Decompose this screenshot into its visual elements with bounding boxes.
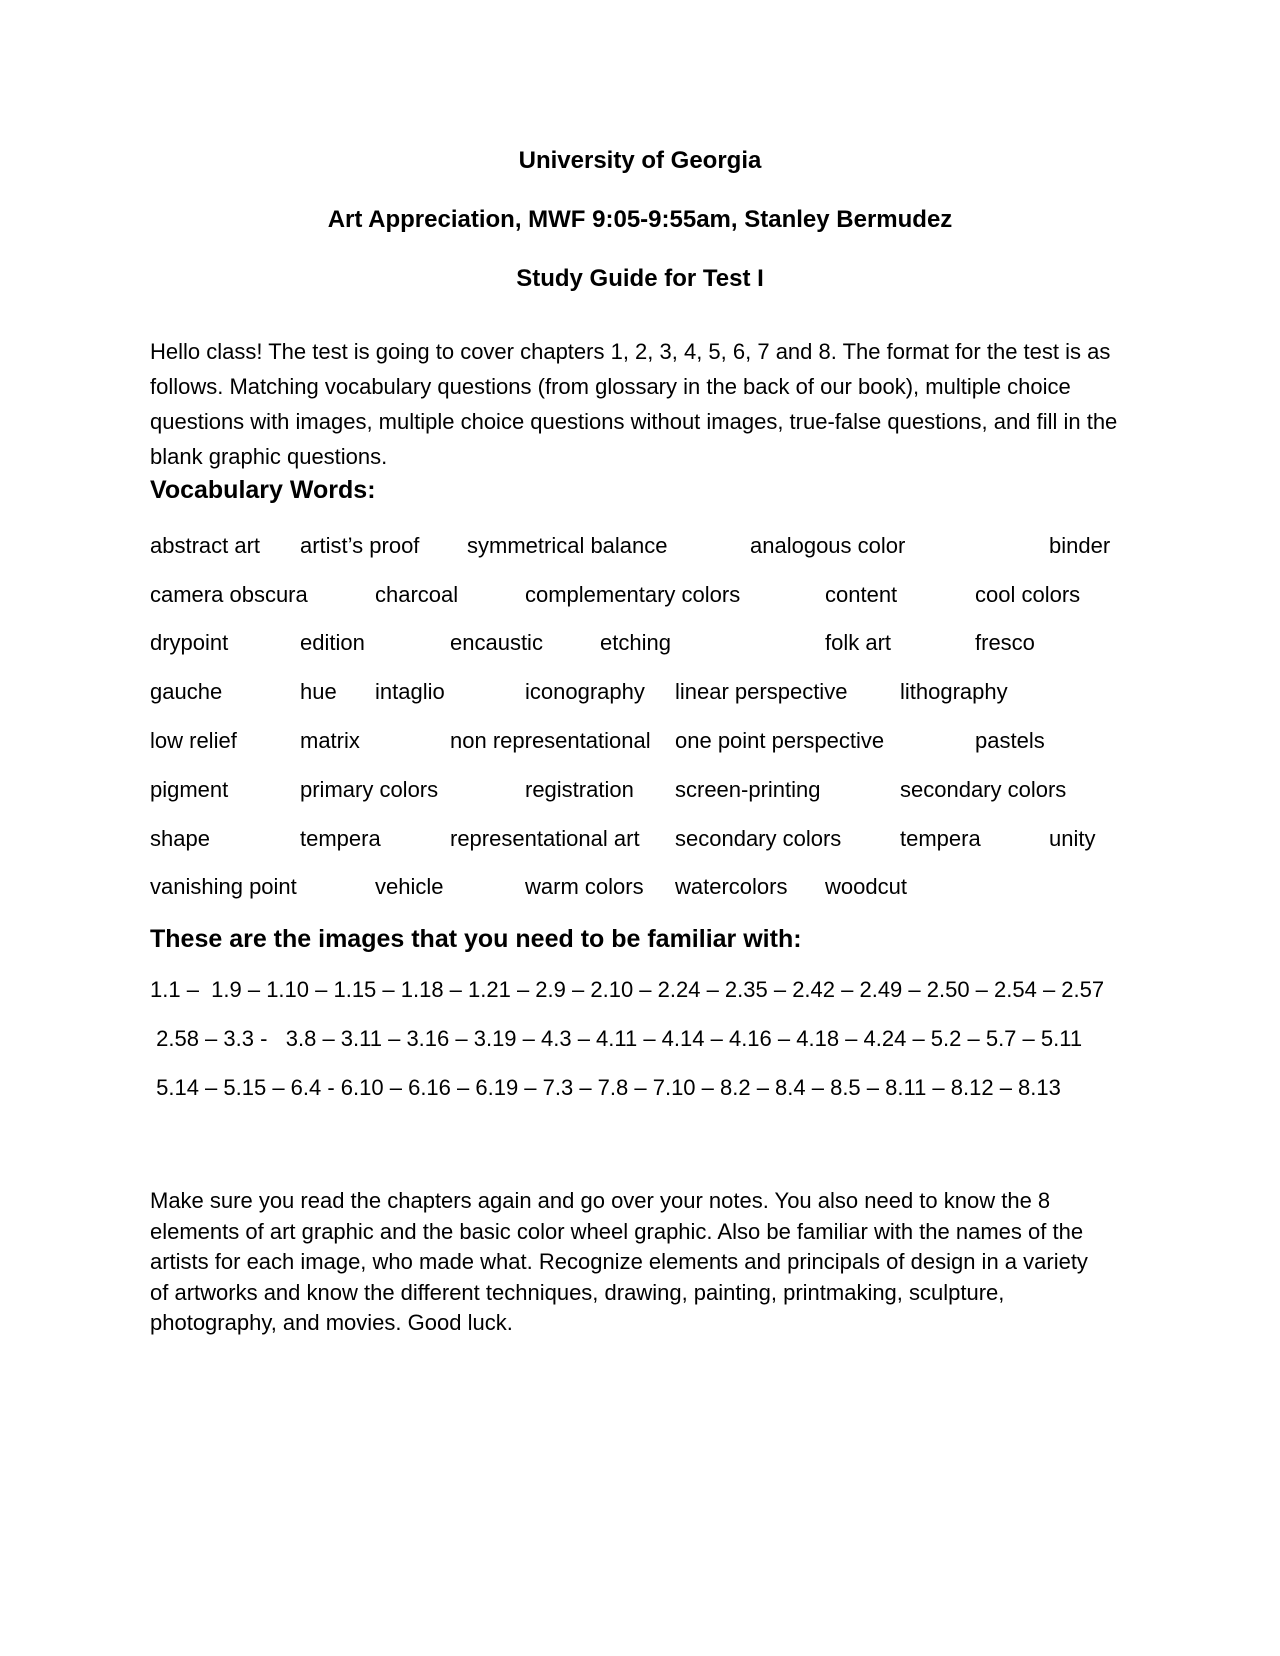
vocab-word: intaglio [375,679,445,704]
intro-paragraph: Hello class! The test is going to cover chapters 1, 2, 3, 4, 5, 6, 7 and 8. The format for the test is as follows. Matching vocabulary questions (from glossary in the back of our book), multiple choice questions with images, multiple choice questions without images, true-false questions, and fill in the blank graphic questions. [150,339,1118,469]
vocab-word: pigment [150,777,229,802]
vocab-word: registration [525,777,634,802]
vocab-word: abstract art [150,533,261,558]
study-guide-title: Study Guide for Test I [516,265,764,292]
vocab-word: charcoal [375,582,459,607]
vocab-word: hue [300,679,337,704]
vocab-word: screen-printing [675,777,821,802]
vocab-word: edition [300,630,365,655]
vocab-word: drypoint [150,630,229,655]
vocab-word: iconography [525,679,645,704]
vocab-word: cool colors [975,582,1081,607]
vocab-word: vanishing point [150,874,297,899]
closing-paragraph: Make sure you read the chapters again and go over your notes. You also need to know the 8 elements of art graphic and the basic color wheel graphic. Also be familiar with the names of the artists for each image, who made what. Recognize elements and principals of design in a variety of artworks and know the different techniques, drawing, painting, printmaking, sculpture, photography, and movies. Good luck. [150,1188,1088,1335]
vocab-word: representational art [450,826,640,851]
vocab-word: warm colors [525,874,644,899]
vocab-word: symmetrical balance [467,533,668,558]
vocab-word: matrix [300,728,360,753]
vocab-word: lithography [900,679,1008,704]
vocab-word: vehicle [375,874,444,899]
vocab-word: linear perspective [675,679,848,704]
vocab-word: pastels [975,728,1045,753]
vocab-word: tempera [900,826,981,851]
images-title: These are the images that you need to be familiar with: [150,925,802,953]
vocab-word: primary colors [300,777,439,802]
course-heading: Art Appreciation, MWF 9:05-9:55am, Stanley Bermudez [327,206,953,233]
vocab-word: binder [1049,533,1111,558]
vocab-word: woodcut [825,874,907,899]
vocab-word: fresco [975,630,1035,655]
vocabulary-title: Vocabulary Words: [150,476,376,504]
vocab-word: folk art [825,630,892,655]
university-heading: University of Georgia [518,147,762,174]
vocab-word: camera obscura [150,582,308,607]
vocab-word: secondary colors [900,777,1067,802]
image-numbers-line: 2.58 – 3.3 - 3.8 – 3.11 – 3.16 – 3.19 – 4.3 – 4.11 – 4.14 – 4.16 – 4.18 – 4.24 – 5.2 – 5.7 – 5.11 [150,1026,1083,1051]
vocab-word: complementary colors [525,582,741,607]
image-numbers-line: 5.14 – 5.15 – 6.4 - 6.10 – 6.16 – 6.19 – 7.3 – 7.8 – 7.10 – 8.2 – 8.4 – 8.5 – 8.11 – 8.12 – 8.13 [150,1075,1061,1100]
vocab-word: artist’s proof [300,533,420,558]
vocab-word: gauche [150,679,223,704]
vocab-word: non representational [450,728,651,753]
vocab-word: secondary colors [675,826,842,851]
image-numbers-line: 1.1 – 1.9 – 1.10 – 1.15 – 1.18 – 1.21 – 2.9 – 2.10 – 2.24 – 2.35 – 2.42 – 2.49 – 2.50 – 2.54 – 2.57 [150,977,1105,1002]
vocab-word: watercolors [675,874,788,899]
vocab-word: tempera [300,826,381,851]
vocab-word: encaustic [450,630,543,655]
vocab-word: analogous color [750,533,906,558]
vocab-word: etching [600,630,671,655]
vocab-word: content [825,582,898,607]
vocab-word: unity [1049,826,1096,851]
vocab-word: one point perspective [675,728,885,753]
vocab-word: low relief [150,728,237,753]
vocab-word: shape [150,826,210,851]
